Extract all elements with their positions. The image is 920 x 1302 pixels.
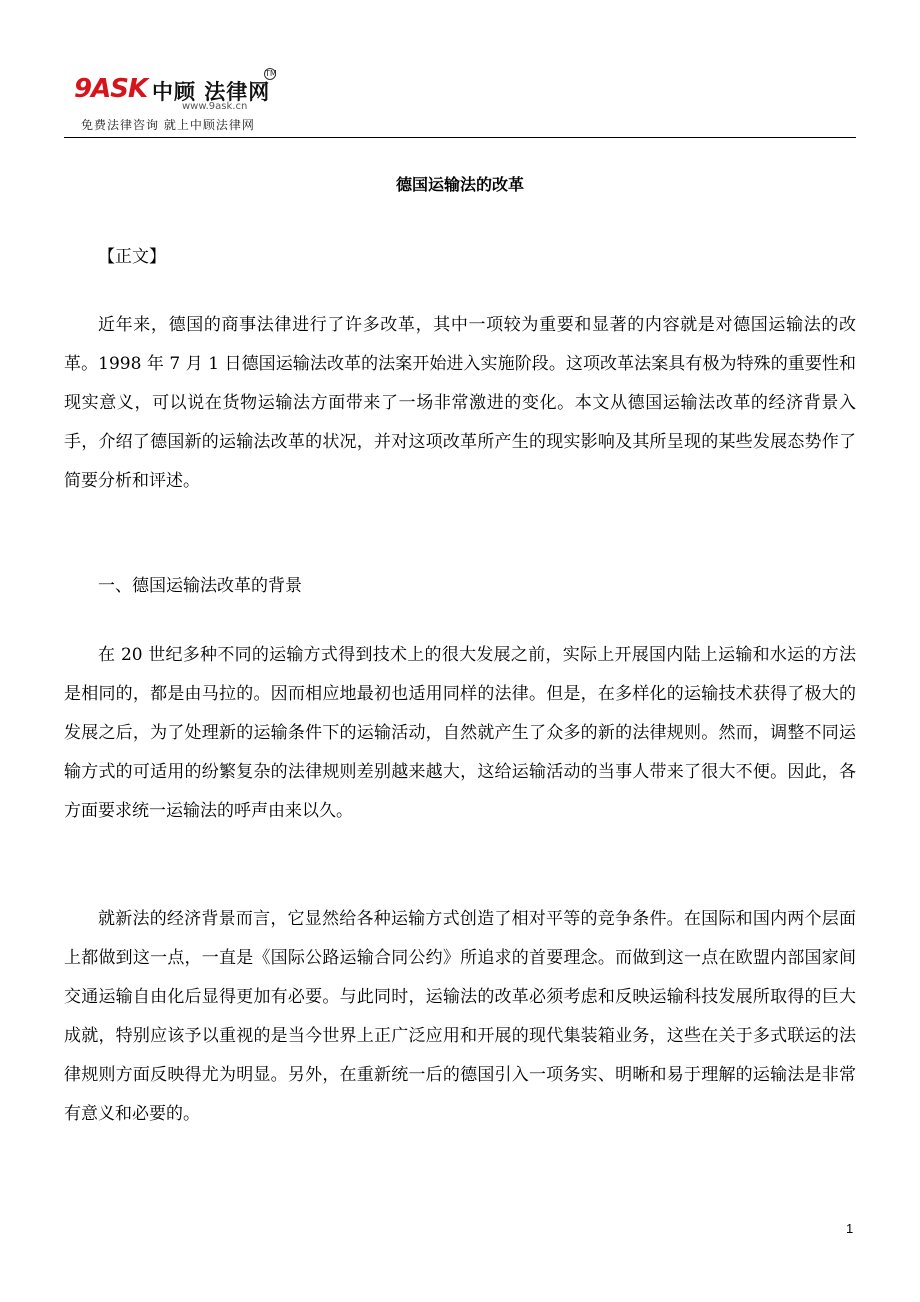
header-divider: [64, 137, 856, 138]
logo-mark: 9ASK: [74, 74, 148, 104]
trademark-icon: TM: [265, 69, 277, 78]
page-number: 1: [846, 1221, 854, 1236]
logo-name: 中顾 法律网: [152, 80, 271, 104]
body-label: 【正文】: [98, 247, 166, 267]
section-heading: 一、德国运输法改革的背景: [98, 576, 302, 596]
site-slogan: 免费法律咨询 就上中顾法律网: [81, 118, 255, 132]
page-header: [64, 68, 856, 138]
document-title: 德国运输法的改革: [395, 175, 524, 194]
paragraph-economic-background: 就新法的经济背景而言，它显然给各种运输方式创造了相对平等的竞争条件。在国际和国内两个层面上都做到这一点，一直是《国际公路运输合同公约》所追求的首要理念。而做到这一点在欧盟内部国家间交通运输自由化后显得更加有必要。与此同时，运输法的改革必须考虑和反映运输科技发展所取得的巨大成就，特别应该予以重视的是当今世界上正广泛应用和开展的现代集装箱业务，这些在关于多式联运的法律规则方面反映得尤为明显。另外，在重新统一后的德国引入一项务实、明晰和易于理解的运输法是非常有意义和必要的。: [64, 909, 856, 1124]
paragraph-intro: 近年来，德国的商事法律进行了许多改革，其中一项较为重要和显著的内容就是对德国运输法的改革。1998 年 7 月 1 日德国运输法改革的法案开始进入实施阶段。这项改革法案具有极为特殊的重要性和现实意义，可以说在货物运输法方面带来了一场非常激进的变化。本文从德国运输法改革的经济背景入手，介绍了德国新的运输法改革的状况，并对这项改革所产生的现实影响及其所呈现的某些发展态势作了简要分析和评述。: [64, 315, 856, 491]
logo-url: www.9ask.cn: [182, 101, 248, 112]
site-logo[interactable]: [74, 68, 277, 116]
paragraph-background: 在 20 世纪多种不同的运输方式得到技术上的很大发展之前，实际上开展国内陆上运输和水运的方法是相同的，都是由马拉的。因而相应地最初也适用同样的法律。但是，在多样化的运输技术获得了极大的发展之后，为了处理新的运输条件下的运输活动，自然就产生了众多的新的法律规则。然而，调整不同运输方式的可适用的纷繁复杂的法律规则差别越来越大，这给运输活动的当事人带来了很大不便。因此，各方面要求统一运输法的呼声由来以久。: [64, 645, 857, 821]
